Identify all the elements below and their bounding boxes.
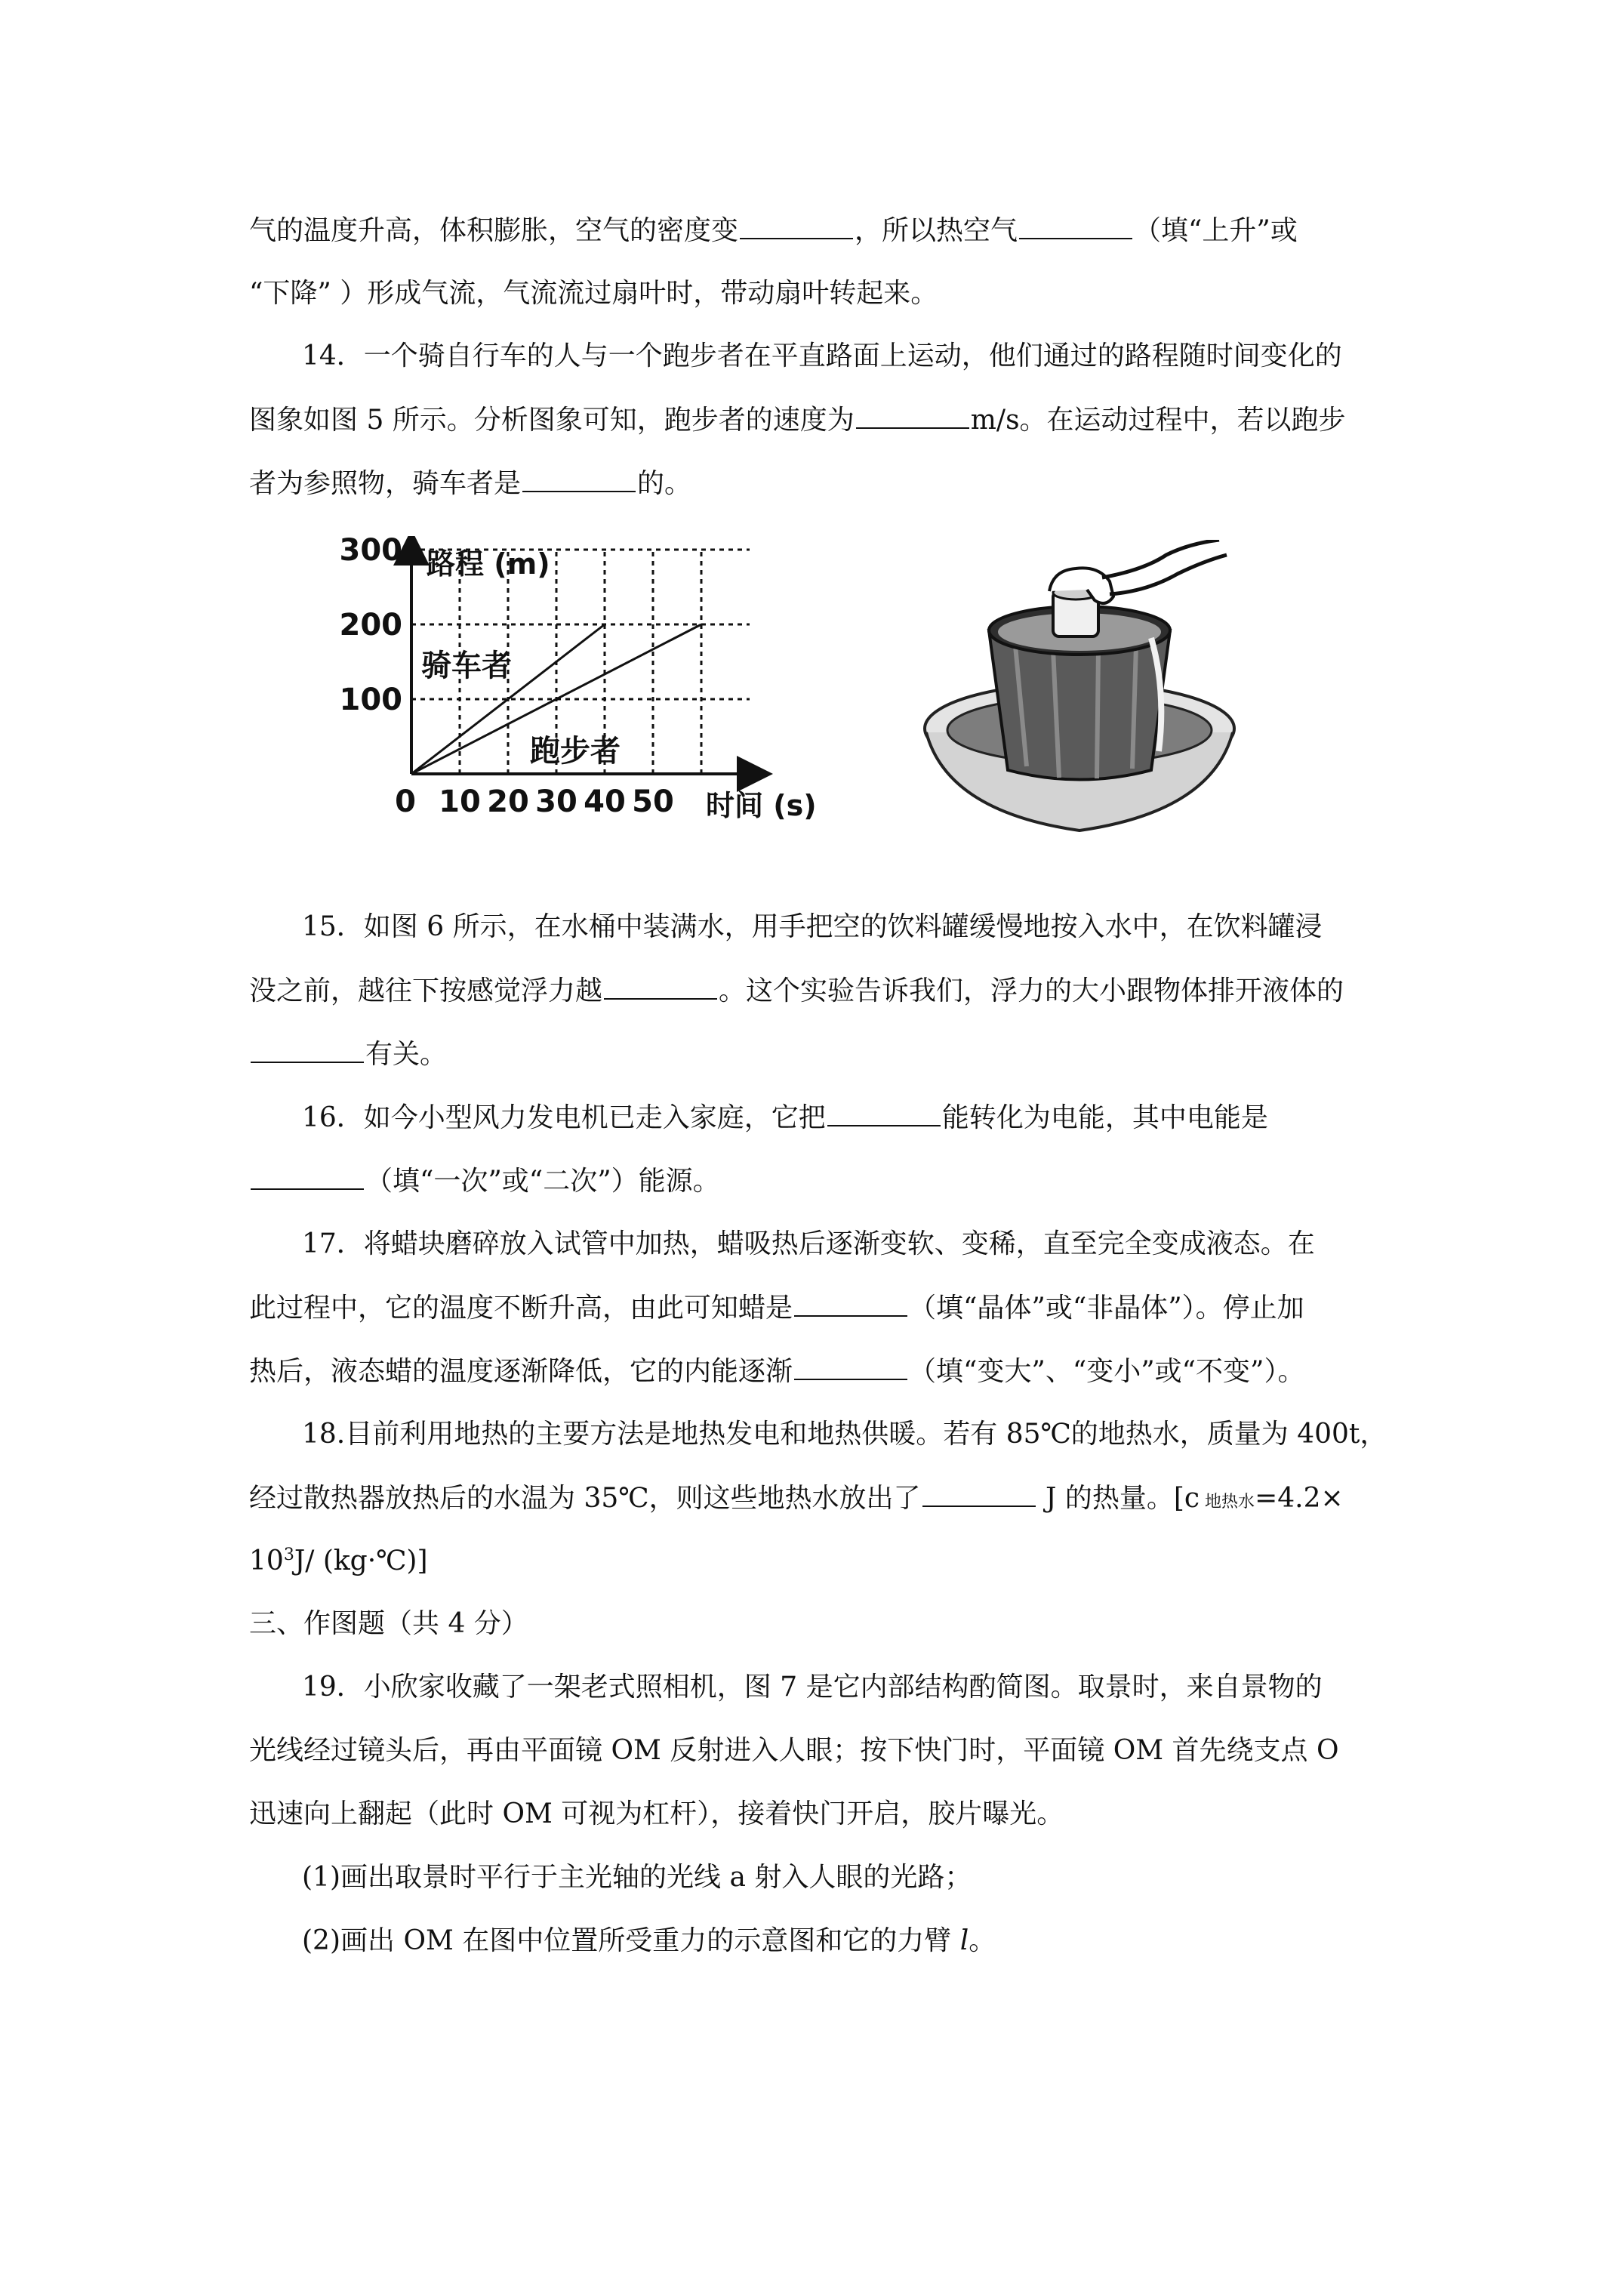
answer-blank[interactable]	[1019, 215, 1132, 239]
y-tick-label: 200	[339, 608, 402, 643]
text-line: （填“一次”或“二次”）能源。	[249, 1166, 1389, 1197]
text-line: 者为参照物，骑车者是 的。	[249, 468, 692, 499]
question-15: 15．如图 6 所示，在水桶中装满水，用手把空的饮料罐缓慢地按入水中，在饮料罐浸	[302, 911, 1323, 942]
answer-blank[interactable]	[251, 1039, 364, 1063]
x-tick-label: 30	[535, 784, 577, 819]
y-axis-label: 路程 (m)	[427, 547, 550, 581]
question-18: 18.目前利用地热的主要方法是地热发电和地热供暖。若有 85℃的地热水，质量为 400t，	[302, 1419, 1387, 1450]
answer-blank[interactable]	[827, 1102, 941, 1126]
answer-blank[interactable]	[794, 1293, 907, 1317]
section-heading: 三、作图题（共 4 分）	[249, 1608, 528, 1639]
text-line: (2)画出 OM 在图中位置所受重力的示意图和它的力臂 l。	[302, 1925, 996, 1956]
series-label-runner: 跑步者	[530, 734, 621, 769]
series-label-cyclist: 骑车者	[421, 649, 512, 683]
answer-blank[interactable]	[856, 405, 969, 429]
text-line: “下降” ）形成气流，气流流过扇叶时，带动扇叶转起来。	[249, 278, 938, 309]
y-tick-label: 100	[339, 683, 402, 717]
x-tick-label: 50	[632, 784, 674, 819]
text-line: 热后，液态蜡的温度逐渐降低，它的内能逐渐 （填“变大”、“变小”或“不变”）。	[249, 1356, 1305, 1387]
text-line: 经过散热器放热后的水温为 35℃，则这些地热水放出了 J 的热量。[c 地热水=4.2×	[249, 1483, 1344, 1514]
question-19: 19．小欣家收藏了一架老式照相机，图 7 是它内部结构酌简图。取景时，来自景物的	[302, 1672, 1323, 1703]
text-line: $10^3J/$ (kg·℃)]	[249, 1546, 428, 1576]
question-16: 16．如今小型风力发电机已走入家庭，它把 能转化为电能，其中电能是	[302, 1102, 1268, 1133]
text-line: 光线经过镜头后，再由平面镜 OM 反射进入人眼；按下快门时，平面镜 OM 首先绕支点 O	[249, 1735, 1339, 1766]
y-tick-labels	[340, 536, 403, 717]
x-tick-label: 20	[487, 784, 529, 819]
answer-blank[interactable]	[794, 1356, 907, 1380]
figure-5-chart	[332, 536, 845, 838]
answer-blank[interactable]	[251, 1166, 364, 1190]
x-tick-label: 0	[395, 784, 416, 819]
x-tick-labels	[395, 784, 674, 819]
answer-blank[interactable]	[522, 468, 636, 492]
text-line: (1)画出取景时平行于主光轴的光线 a 射入人眼的光路；	[302, 1862, 972, 1893]
text-line: 图象如图 5 所示。分析图象可知，跑步者的速度为 m/s。在运动过程中，若以跑步	[249, 405, 1346, 436]
y-tick-label: 300	[339, 536, 402, 568]
text-line: 气的温度升高，体积膨胀，空气的密度变 ，所以热空气 （填“上升”或	[249, 215, 1298, 246]
text-line: 迅速向上翻起（此时 OM 可视为杠杆），接着快门开启，胶片曝光。	[249, 1798, 1064, 1829]
x-tick-label: 40	[584, 784, 626, 819]
text-line: 此过程中，它的温度不断升高，由此可知蜡是 （填“晶体”或“非晶体”）。停止加	[249, 1293, 1304, 1324]
question-14: 14．一个骑自行车的人与一个跑步者在平直路面上运动，他们通过的路程随时间变化的	[302, 341, 1342, 371]
x-axis-label: 时间 (s)	[706, 789, 817, 822]
x-tick-label: 10	[439, 784, 481, 819]
text-line: 有关。	[249, 1039, 1389, 1070]
answer-blank[interactable]	[740, 215, 853, 239]
answer-blank[interactable]	[922, 1483, 1036, 1507]
bucket-with-can-and-hand-illustration	[917, 540, 1242, 842]
text-line: 没之前，越往下按感觉浮力越 。这个实验告诉我们，浮力的大小跟物体排开液体的	[249, 975, 1344, 1006]
question-17: 17．将蜡块磨碎放入试管中加热，蜡吸热后逐渐变软、变稀，直至完全变成液态。在	[302, 1228, 1315, 1259]
answer-blank[interactable]	[604, 975, 717, 1000]
